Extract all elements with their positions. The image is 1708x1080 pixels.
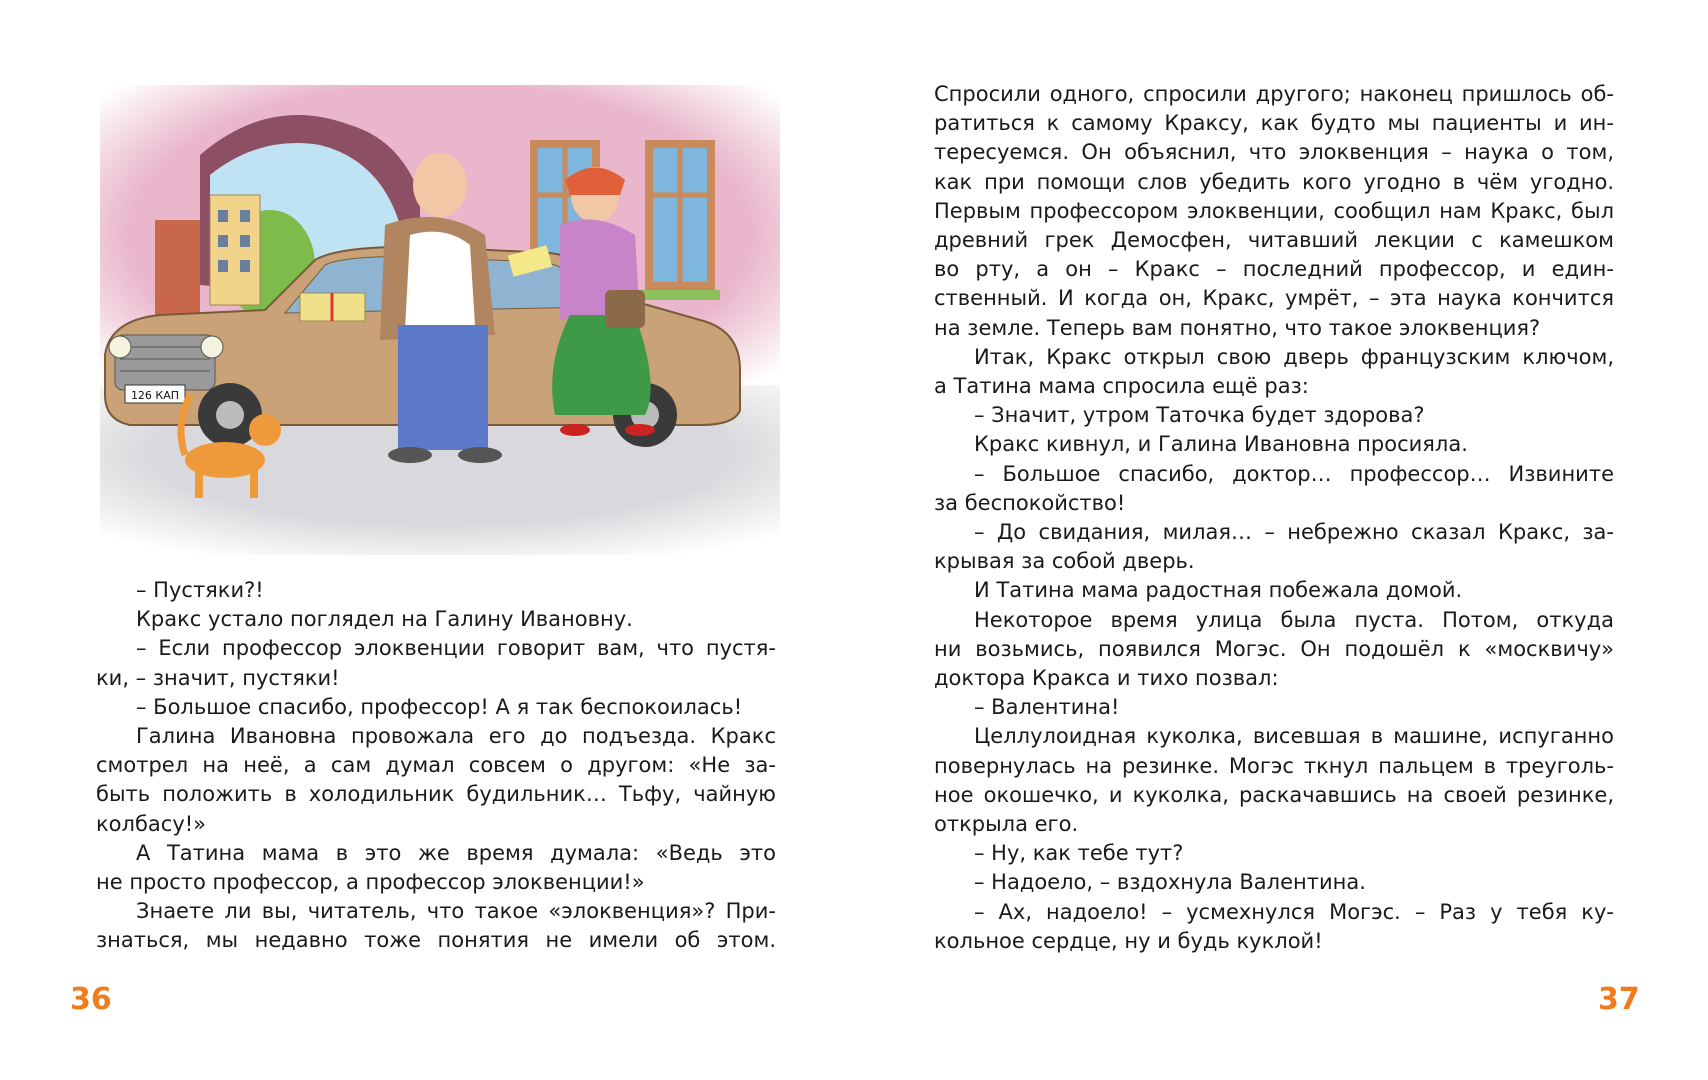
text-line: – Надоело, – вздохнула Валентина.	[974, 870, 1366, 895]
text-line: на земле. Теперь вам понятно, что такое элоквенция?	[934, 315, 1541, 340]
street-scene-illustration	[100, 85, 780, 555]
text-line: – Ах, надоело! – усмехнулся Могэс. – Раз у тебя ку-	[974, 899, 1614, 924]
left-page-text	[96, 576, 776, 956]
text-line: Первым профессором элоквенции, сообщил нам Кракс, был	[934, 198, 1614, 223]
text-line: Знаете ли вы, читатель, что такое «элоквенция»? При-	[136, 899, 776, 924]
text-line: знаться, мы недавно тоже понятия не имели об этом.	[96, 928, 776, 953]
text-line: Кракс устало поглядел на Галину Ивановну.	[136, 607, 633, 632]
right-page	[854, 0, 1708, 1080]
text-line: не просто профессор, а профессор элоквенции!»	[96, 870, 645, 895]
text-line: Кракс кивнул, и Галина Ивановна просияла.	[974, 432, 1468, 457]
text-line: повернулась на резинке. Могэс ткнул пальцем в треуголь-	[934, 753, 1614, 778]
text-line: ное окошечко, и куколка, раскачавшись на своей резинке,	[934, 782, 1614, 807]
brick-corner	[155, 220, 200, 320]
text-line: за беспокойство!	[934, 490, 1126, 515]
text-line: – Валентина!	[974, 695, 1120, 720]
text-line: во рту, а он – Кракс – последний профессор, и един-	[934, 257, 1614, 282]
text-line: Галина Ивановна провожала его до подъезда. Кракс	[136, 724, 776, 749]
text-line: крывая за собой дверь.	[934, 549, 1195, 574]
text-line: ки, – значит, пустяки!	[96, 665, 340, 690]
text-line: Некоторое время улица была пуста. Потом, откуда	[974, 607, 1614, 632]
illustration-svg	[100, 85, 780, 555]
text-line: А Татина мама в это же время думала: «Ведь это	[136, 840, 776, 865]
text-line: – Значит, утром Таточка будет здорова?	[974, 403, 1425, 428]
text-line: а Татина мама спросила ещё раз:	[934, 374, 1309, 399]
text-line: – Большое спасибо, профессор! А я так беспокоилась!	[136, 694, 743, 719]
text-line: быть положить в холодильник будильник… Тьфу, чайную	[96, 782, 776, 807]
text-line: – Если профессор элоквенции говорит вам, что пустя-	[136, 636, 776, 661]
text-line: ни возьмись, появился Могэс. Он подошёл к «москвичу»	[934, 636, 1614, 661]
text-line: ратиться к самому Краксу, как будто мы пациенты и ин-	[934, 111, 1614, 136]
text-line: Спросили одного, спросили другого; наконец пришлось об-	[934, 82, 1614, 106]
text-line: ственный. И когда он, Кракс, умрёт, – эта наука кончится	[934, 286, 1614, 311]
text-line: – Ну, как тебе тут?	[974, 841, 1184, 866]
text-line: открыла его.	[934, 812, 1079, 837]
license-plate-text: 126 КАП	[130, 389, 180, 402]
text-line: – До свидания, милая… – небрежно сказал Кракс, за-	[974, 520, 1614, 545]
page-number-left: 36	[70, 982, 112, 1017]
text-line: смотрел на неё, а сам думал совсем о другом: «Не за-	[96, 753, 776, 778]
text-line: тересуемся. Он объяснил, что элоквенция – наука о том,	[934, 140, 1614, 165]
text-line: кольное сердце, ну и будь куклой!	[934, 928, 1323, 953]
text-line: доктора Кракса и тихо позвал:	[934, 666, 1279, 691]
text-line: – Большое спасибо, доктор… профессор… Извините	[974, 461, 1614, 486]
text-line: И Татина мама радостная побежала домой.	[974, 578, 1463, 603]
text-line: Целлулоидная куколка, висевшая в машине, испуганно	[974, 724, 1614, 749]
text-line: колбасу!»	[96, 811, 207, 836]
text-line: Итак, Кракс открыл свою дверь французским ключом,	[974, 344, 1614, 369]
right-page-text	[934, 80, 1614, 956]
text-line: как при помощи слов убедить кого угодно в чём угодно.	[934, 169, 1614, 194]
yellow-building	[210, 195, 260, 305]
text-line: древний грек Демосфен, читавший лекции с камешком	[934, 228, 1614, 253]
text-line: – Пустяки?!	[136, 578, 264, 602]
page-number-right: 37	[1598, 982, 1640, 1017]
